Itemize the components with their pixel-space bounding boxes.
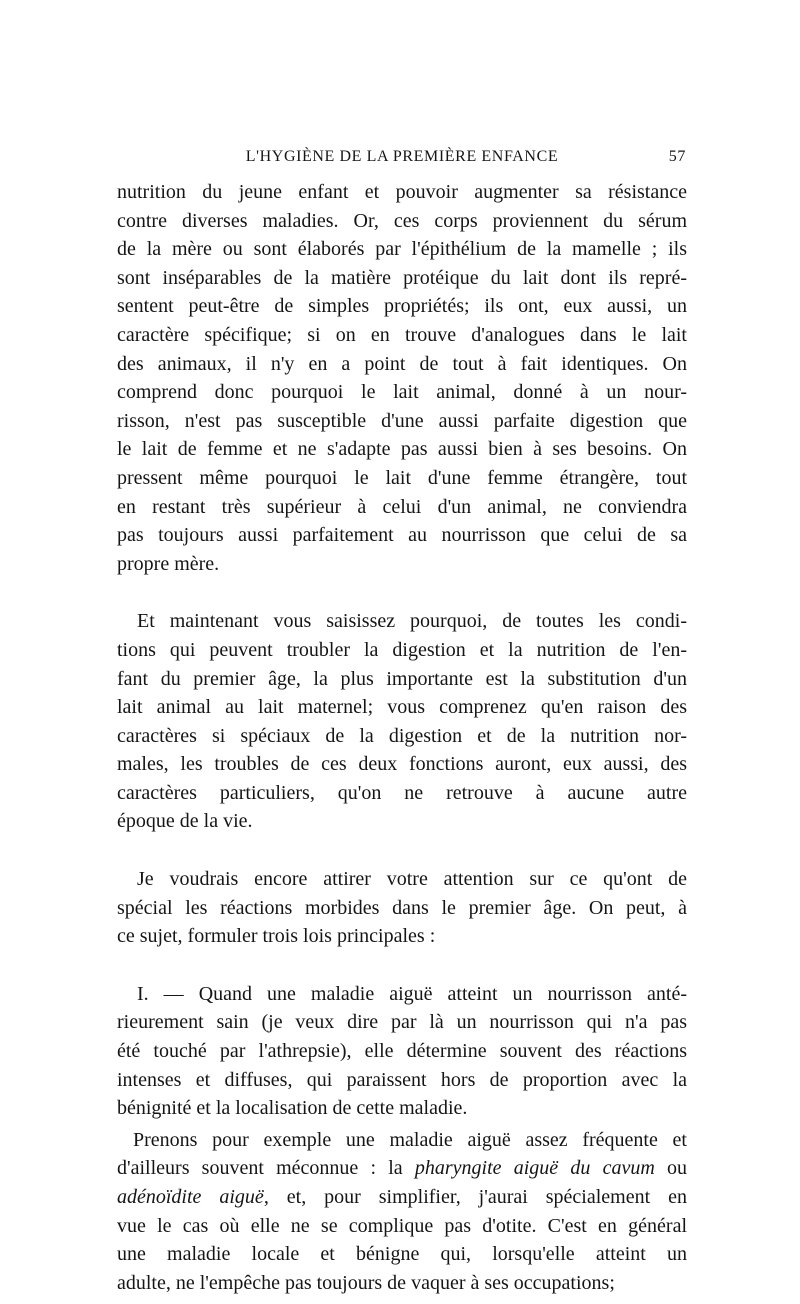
text-line: ce sujet, formuler trois lois principales : xyxy=(117,925,436,948)
text-line: été touché par l'athrepsie), elle détermine souvent des réactions xyxy=(117,1040,687,1063)
text-line: sont inséparables de la matière protéique du lait dont ils repré- xyxy=(117,266,687,289)
text-line xyxy=(117,1212,687,1241)
italic-run: adénoïdite aiguë xyxy=(117,1186,264,1208)
running-head xyxy=(118,148,686,172)
text-run: adulte, ne l'empêche pas toujours de vaquer à ses occupations; xyxy=(117,1271,615,1294)
text-line xyxy=(117,1240,687,1269)
paragraph-3 xyxy=(117,865,687,951)
text-line: rieurement sain (je veux dire par là un nourrisson qui n'a pas xyxy=(117,1011,687,1034)
text-line: de la mère ou sont élaborés par l'épithélium de la mamelle ; ils xyxy=(117,238,687,261)
text-line: pressent même pourquoi le lait d'une femme étrangère, tout xyxy=(117,466,687,489)
italic-run: pharyngite aiguë du cavum xyxy=(414,1157,655,1180)
text-run: ou xyxy=(654,1157,688,1180)
text-line: caractère spécifique; si on en trouve d'analogues dans le lait xyxy=(117,323,687,346)
text-line: Je voudrais encore attirer votre attention sur ce qu'ont de xyxy=(137,868,687,891)
text-line: bénignité et la localisation de cette maladie. xyxy=(117,1097,468,1120)
text-line: des animaux, il n'y en a point de tout à fait identiques. On xyxy=(117,352,687,375)
text-line: comprend donc pourquoi le lait animal, donné à un nour- xyxy=(117,381,687,404)
text-line: caractères si spéciaux de la digestion et de la nutrition nor- xyxy=(117,724,687,747)
page-number: 57 xyxy=(668,148,686,165)
text-line: tions qui peuvent troubler la digestion et la nutrition de l'en- xyxy=(117,638,687,661)
text-line xyxy=(117,1269,687,1298)
text-line: I. — Quand une maladie aiguë atteint un nourrisson anté- xyxy=(137,982,687,1005)
text-run: vue le cas où elle ne se complique pas d'otite. C'est en général xyxy=(117,1214,687,1237)
text-line xyxy=(117,1183,687,1212)
text-line: sentent peut-être de simples propriétés; ils ont, eux aussi, un xyxy=(117,295,687,318)
text-line xyxy=(117,1154,687,1183)
paragraph-1 xyxy=(117,178,687,578)
text-line: époque de la vie. xyxy=(117,810,253,833)
body-text xyxy=(117,178,687,1297)
paragraph-2 xyxy=(117,607,687,836)
text-run: Prenons pour exemple une maladie aiguë assez fréquente et xyxy=(133,1128,687,1151)
text-line: le lait de femme et ne s'adapte pas aussi bien à ses besoins. On xyxy=(117,438,687,461)
text-line: fant du premier âge, la plus importante est la substitution d'un xyxy=(117,667,687,690)
paragraph-4 xyxy=(117,980,687,1123)
text-run: , et, pour simplifier, j'aurai spécialement en xyxy=(263,1186,687,1208)
text-run: d'ailleurs souvent méconnue : la xyxy=(117,1157,415,1180)
text-line: nutrition du jeune enfant et pouvoir augmenter sa résistance xyxy=(117,181,687,203)
text-line: intenses et diffuses, qui paraissent hors de proportion avec la xyxy=(117,1068,687,1091)
running-title: L'HYGIÈNE DE LA PREMIÈRE ENFANCE xyxy=(245,148,559,165)
text-line: contre diverses maladies. Or, ces corps proviennent du sérum xyxy=(117,209,687,232)
text-line: Et maintenant vous saisissez pourquoi, de toutes les condi- xyxy=(137,610,687,633)
text-line: caractères particuliers, qu'on ne retrouve à aucune autre xyxy=(117,781,687,804)
text-line: males, les troubles de ces deux fonctions auront, eux aussi, des xyxy=(117,753,687,776)
text-line: spécial les réactions morbides dans le premier âge. On peut, à xyxy=(117,896,687,919)
text-line xyxy=(117,1126,687,1155)
text-line: propre mère. xyxy=(117,552,220,575)
text-line: en restant très supérieur à celui d'un animal, ne conviendra xyxy=(117,495,687,518)
paragraph-5 xyxy=(117,1126,687,1298)
text-line: risson, n'est pas susceptible d'une aussi parfaite digestion que xyxy=(117,409,687,432)
text-line: pas toujours aussi parfaitement au nourrisson que celui de sa xyxy=(117,524,687,547)
text-run: une maladie locale et bénigne qui, lorsqu'elle atteint un xyxy=(117,1243,687,1266)
text-line: lait animal au lait maternel; vous comprenez qu'en raison des xyxy=(117,696,687,719)
